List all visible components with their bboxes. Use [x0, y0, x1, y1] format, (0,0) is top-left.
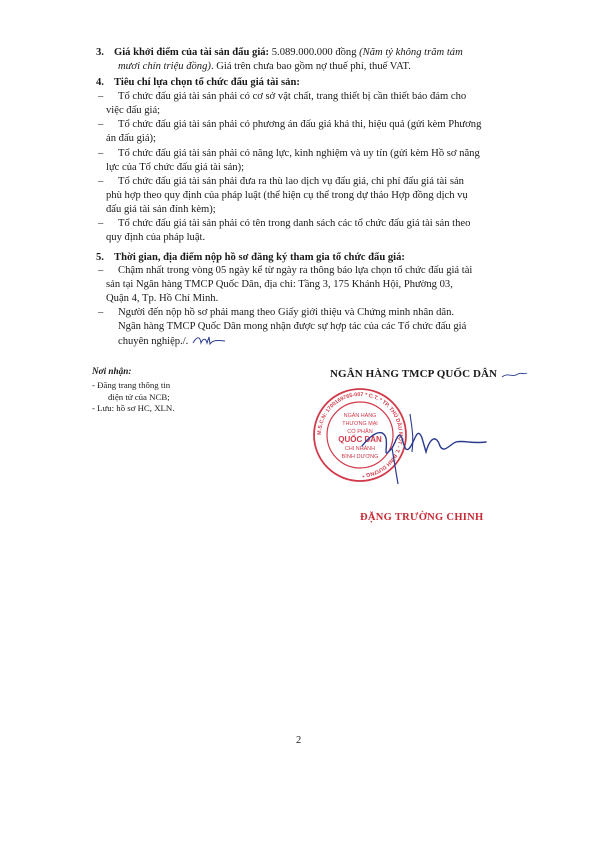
section-5-item-line: sản tại Ngân hàng TMCP Quốc Dân, địa chỉ: Tầng 3, 175 Khánh Hội, Phường 03, — [106, 278, 453, 290]
svg-text:NGÂN HÀNG: NGÂN HÀNG — [343, 413, 377, 419]
handwritten-signature-icon — [352, 408, 492, 488]
section-4-item-line: quy định của pháp luật. — [106, 232, 206, 244]
svg-text:BÌNH DƯƠNG: BÌNH DƯƠNG — [341, 454, 379, 460]
recipient-line: - Lưu: hồ sơ HC, XLN. — [92, 403, 175, 413]
section-3-tail: . Giá trên chưa bao gồm nợ thuế phí, thuế VAT. — [210, 61, 411, 72]
section-5-heading: Thời gian, địa điểm nộp hồ sơ đăng ký tham gia tổ chức đấu giá: — [114, 252, 405, 263]
section-4-dash-icon: – — [98, 147, 104, 159]
section-4-item-line: phù hợp theo quy định của pháp luật (thể hiện cụ thể trong dự thảo Hợp đồng dịch vụ — [106, 190, 468, 201]
svg-text:THƯƠNG MẠI: THƯƠNG MẠI — [342, 421, 378, 427]
section-4-dash-icon: – — [98, 218, 104, 230]
section-4-item-line: việc đấu giá; — [106, 104, 161, 116]
recipient-line: - Đăng trang thông tin — [92, 380, 171, 390]
svg-text:CHI NHÁNH: CHI NHÁNH — [345, 446, 375, 452]
section-5-dash-icon: – — [98, 265, 104, 276]
section-5-dash-icon: – — [98, 307, 104, 319]
section-4-heading-row — [96, 76, 300, 90]
bank-name: NGÂN HÀNG TMCP QUỐC DÂN — [330, 368, 498, 380]
svg-text:M.S.C.N: 1700169765-007 * C.T.: M.S.C.N: 1700169765-007 * C.T. * TP. THỦ DẦU MỘT - T. BÌNH DƯƠNG * — [316, 391, 404, 478]
section-4-heading: Tiêu chí lựa chọn tổ chức đấu giá tài sản: — [114, 77, 300, 88]
section-4-number: 4. — [96, 77, 104, 88]
section-5-item-line: Quận 4, Tp. Hồ Chí Minh. — [106, 292, 219, 304]
svg-text:CỔ PHẦN: CỔ PHẦN — [347, 429, 373, 435]
bank-initials-icon — [500, 370, 528, 380]
closing-line-1: Ngân hàng TMCP Quốc Dân mong nhận được sự hợp tác của các Tổ chức đấu giá — [118, 321, 467, 332]
section-5-number: 5. — [96, 252, 104, 263]
section-3-value: 5.089.000.000 đồng — [271, 47, 357, 58]
section-4-dash-icon: – — [98, 176, 104, 188]
initials-signature-icon — [191, 334, 227, 346]
section-3 — [96, 46, 463, 60]
section-5-item-line: Chậm nhất trong vòng 05 ngày kể từ ngày ra thông báo lựa chọn tổ chức đấu giá tài — [118, 265, 473, 276]
section-3-words-b: mươi chín triệu đồng) — [118, 61, 211, 72]
section-4-item-line: Tổ chức đấu giá tài sản phải có cơ sở vật chất, trang thiết bị cần thiết bảo đảm cho — [118, 91, 467, 102]
section-4-item-line: án đấu giá); — [106, 133, 157, 145]
section-4-item-line: Tổ chức đấu giá tài sản phải có phương án đấu giá khả thi, hiệu quả (gửi kèm Phương — [118, 119, 482, 131]
section-5-heading-row — [96, 251, 405, 265]
section-3-heading: Giá khởi điểm của tài sản đấu giá: — [114, 47, 270, 58]
signer-name: ĐẶNG TRƯỜNG CHINH — [360, 512, 484, 523]
section-4-dash-icon: – — [98, 91, 104, 102]
section-4-dash-icon: – — [98, 119, 104, 131]
section-4-item-line: đấu giá tài sản đính kèm); — [106, 203, 216, 215]
section-4-item-line: Tổ chức đấu giá tài sản phải có năng lực, kinh nghiệm và uy tín (gửi kèm Hồ sơ năng — [118, 147, 480, 159]
closing-text-2: chuyên nghiệp./. — [118, 336, 189, 347]
section-4-item-line: Tổ chức đấu giá tài sản phải đưa ra thù lao dịch vụ đấu giá, chi phí đấu giá tài sản — [118, 176, 464, 188]
section-3-words-a: (Năm tỷ không trăm tám — [359, 47, 463, 58]
section-4-item-line: Tổ chức đấu giá tài sản phải có tên trong danh sách các tổ chức đấu giá tài sản theo — [118, 218, 471, 230]
section-3-number: 3. — [96, 47, 104, 58]
section-3-line-2 — [118, 60, 411, 74]
recipients-title: Nơi nhận: — [92, 366, 132, 376]
section-5-item-line: Người đến nộp hồ sơ phải mang theo Giấy giới thiệu và Chứng minh nhân dân. — [118, 307, 455, 319]
section-4-item-line: lực của Tổ chức đấu giá tài sản); — [106, 161, 245, 173]
svg-text:QUỐC DÂN: QUỐC DÂN — [338, 435, 382, 444]
recipient-line: điện tử của NCB; — [108, 391, 170, 402]
closing-line-2 — [118, 334, 227, 349]
page-number: 2 — [296, 735, 302, 746]
